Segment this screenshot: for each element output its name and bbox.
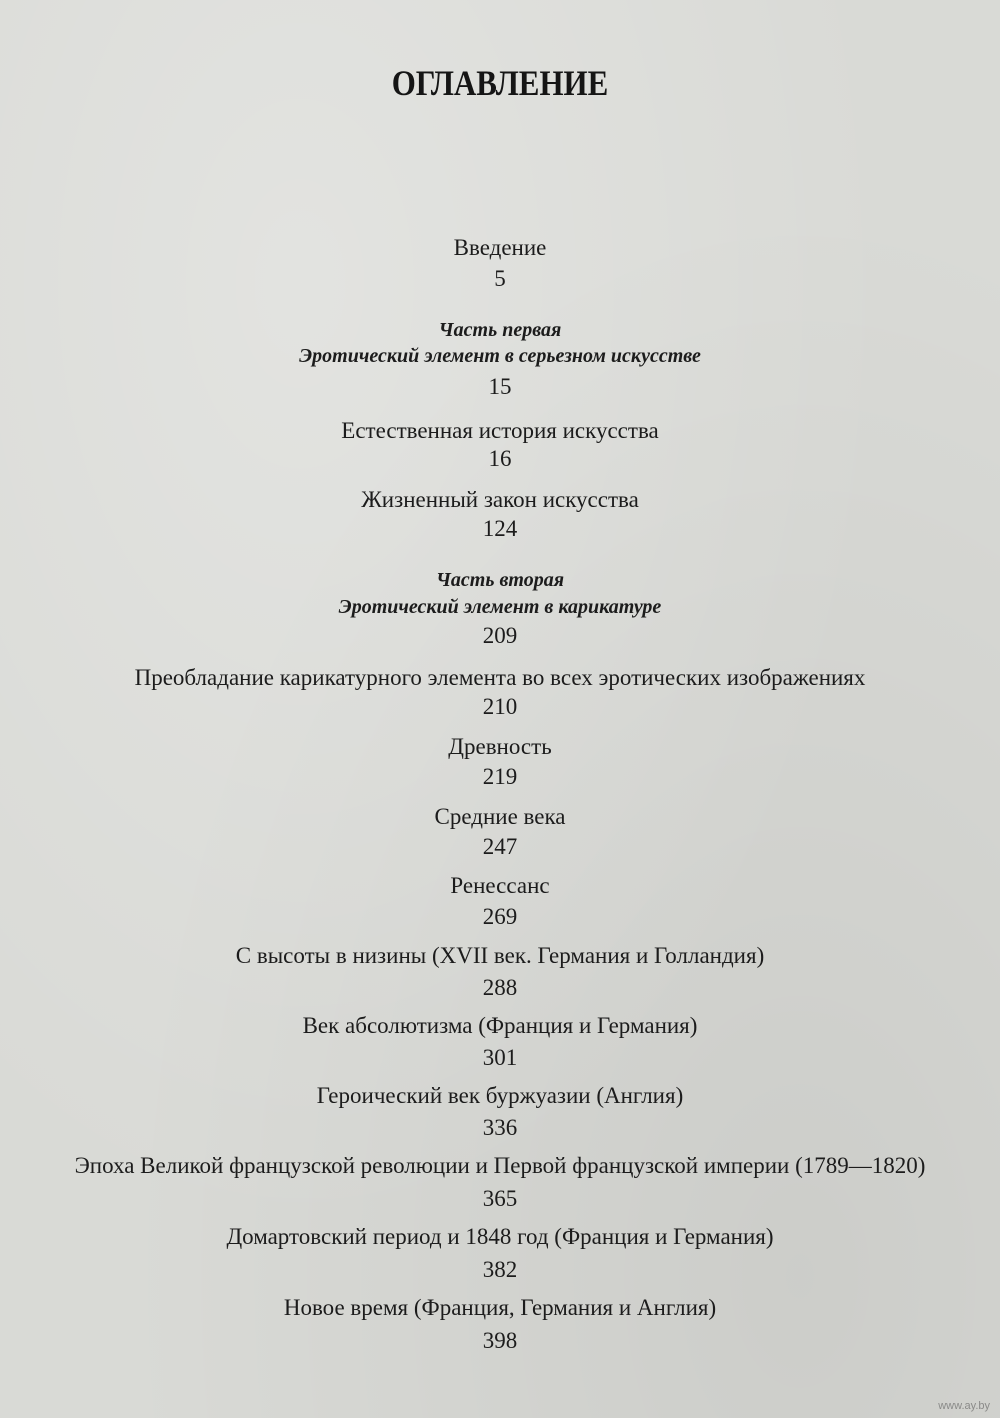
toc-entry: Новое время (Франция, Германия и Англия) [283, 1295, 717, 1320]
toc-entry: Эпоха Великой французской революции и Первой французской империи (1789—1820) [74, 1153, 926, 1178]
part2-page: 209 [482, 623, 518, 648]
toc-page: 247 [482, 834, 518, 859]
toc-entry: С высоты в низины (XVII век. Германия и Голландия) [235, 943, 765, 968]
toc-entry: Средние века [434, 804, 566, 829]
part1-subtitle: Эротический элемент в серьезном искусстве [299, 345, 701, 367]
toc-entry-intro: Введение [453, 235, 547, 260]
toc-page: 398 [482, 1328, 518, 1353]
toc-page: 382 [482, 1257, 518, 1282]
watermark: www.ay.by [938, 1400, 990, 1412]
toc-entry: Преобладание карикатурного элемента во всех эротических изображениях [134, 665, 866, 690]
toc-entry: Жизненный закон искусства [361, 487, 639, 512]
part2-subtitle: Эротический элемент в карикатуре [338, 596, 662, 618]
toc-page: 288 [482, 975, 518, 1000]
toc-page-intro: 5 [494, 266, 506, 291]
page-title: ОГЛАВЛЕНИЕ [391, 63, 609, 103]
toc-entry: Домартовский период и 1848 год (Франция и Германия) [226, 1224, 774, 1249]
part2-heading: Часть вторая [435, 569, 565, 591]
part1-heading: Часть первая [438, 319, 562, 341]
toc-entry: Героический век буржуазии (Англия) [316, 1083, 684, 1108]
part1-page: 15 [488, 374, 512, 399]
toc-page: 269 [482, 904, 518, 929]
toc-page: 365 [482, 1186, 518, 1211]
toc-page: 301 [482, 1045, 518, 1070]
toc-entry: Древность [448, 734, 552, 759]
toc-page: 16 [488, 446, 512, 471]
toc-entry: Естественная история искусства [341, 418, 659, 443]
toc-entry: Век абсолютизма (Франция и Германия) [302, 1013, 698, 1038]
toc-entry: Ренессанс [450, 873, 550, 898]
toc-page: 336 [482, 1115, 518, 1140]
toc-page: 210 [482, 694, 518, 719]
toc-page: 124 [482, 516, 518, 541]
toc-page: 219 [482, 764, 518, 789]
